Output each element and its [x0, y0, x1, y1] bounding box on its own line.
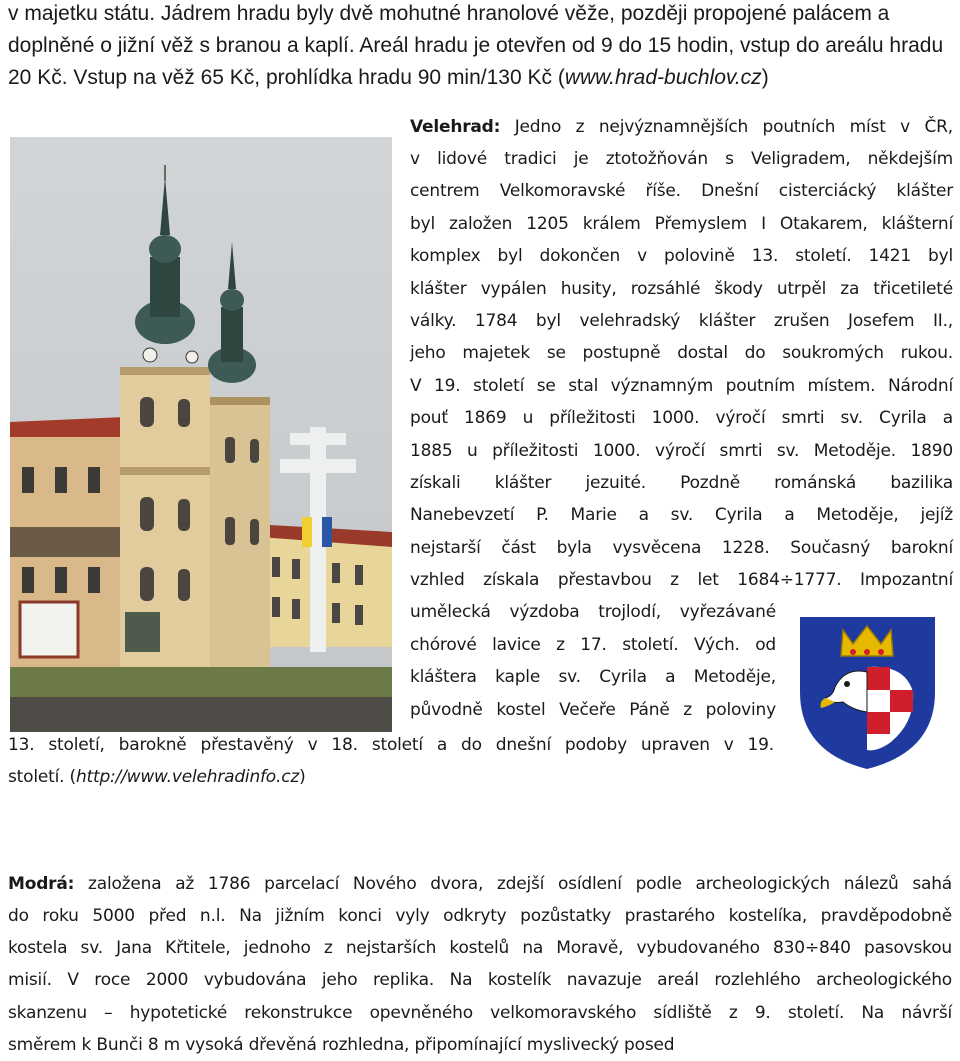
velehrad-line-11: 1885 u příležitosti 1000. výročí smrti sv. Metoděje. 1890	[410, 440, 953, 461]
velehrad-line-3: centrem Velkomoravské říše. Dnešní cisterciácký klášter	[410, 181, 953, 202]
intro-line-3: 20 Kč. Vstup na věž 65 Kč, prohlídka hradu 90 min/130 Kč (www.hrad-buchlov.cz)	[8, 66, 769, 89]
velehrad-short-line-2: umělecká výzdoba trojlodí, vyřezávané	[410, 602, 776, 622]
velehrad-line-6: klášter vypálen husity, rozsáhlé škody utrpěl za třicetileté	[410, 278, 953, 299]
velehrad-short-line-4: kláštera kaple sv. Cyrila a Metoděje,	[410, 667, 776, 688]
velehrad-line-5: komplex byl dokončen v polovině 13. století. 1421 byl	[410, 246, 953, 267]
coat-of-arms-icon	[795, 612, 940, 772]
velehrad-line-9: V 19. století se stal významným poutním místem. Národní	[410, 375, 953, 396]
modra-heading: Modrá:	[8, 874, 75, 894]
velehrad-line-15: vzhled získala přestavbou z let 1684÷1777. Impozantní	[410, 570, 953, 591]
velehrad-basilica-photo	[10, 137, 392, 732]
velehrad-full-line: 13. století, barokně přestavěný v 18. století a do dnešní podoby upraven v 19.	[8, 735, 774, 755]
velehrad-short-line-3: chórové lavice z 17. století. Vých. od	[410, 634, 776, 655]
velehrad-short-line-5: původně kostel Večeře Páně z poloviny	[410, 699, 776, 720]
velehrad-last-line: století. (http://www.velehradinfo.cz)	[8, 767, 306, 787]
velehrad-line-2: v lidové tradici je ztotožňován s Veligradem, někdejším	[410, 149, 953, 169]
intro-line-1: v majetku státu. Jádrem hradu byly dvě mohutné hranolové věže, později propojené palácem a	[8, 2, 890, 25]
velehrad-basilica-photo-icon	[10, 137, 392, 732]
intro-line-2: doplněné o jižní věž s branou a kaplí. Areál hradu je otevřen od 9 do 15 hodin, vstup do areálu hradu	[8, 34, 944, 57]
velehrad-line-7: války. 1784 byl velehradský klášter zrušen Josefem II.,	[410, 311, 953, 331]
buchlov-link[interactable]: www.hrad-buchlov.cz	[564, 66, 762, 89]
velehrad-line-14: nejstarší část byla vysvěcena 1228. Současný barokní	[410, 537, 953, 558]
velehrad-link[interactable]: http://www.velehradinfo.cz	[75, 767, 300, 787]
velehrad-line-12: získali klášter jezuité. Pozdně románská bazilika	[410, 473, 953, 493]
velehrad-line-4: byl založen 1205 králem Přemyslem I Otakarem, klášterní	[410, 213, 953, 234]
modra-line-4: misií. V roce 2000 vybudována jeho replika. Na kostelík navazuje areál rozlehlého archeologického	[8, 970, 952, 991]
velehrad-line-8: jeho majetek se postupně dostal do soukromých rukou.	[410, 343, 953, 364]
velehrad-line-1: Velehrad: Jedno z nejvýznamnějších poutních míst v ČR,	[410, 117, 953, 137]
velehrad-line-10: pouť 1869 u příležitosti 1000. výročí smrti sv. Cyrila a	[410, 408, 953, 429]
velehrad-line-13: Nanebevzetí P. Marie a sv. Cyrila a Metoděje, jejíž	[410, 505, 953, 526]
modra-line-6: směrem k Bunči 8 m vysoká dřevěná rozhledna, připomínající myslivecký posed	[8, 1034, 675, 1055]
modra-line-3: kostela sv. Jana Křtitele, jednoho z nejstarších kostelů na Moravě, vybudovaného 830÷840 pasovskou	[8, 938, 952, 959]
modra-line-2: do roku 5000 před n.l. Na jižním konci vyly odkryty pozůstatky prastarého kostelíka, pravděpodobně	[8, 906, 952, 926]
modra-line-5: skanzenu – hypotetické rekonstrukce opevněného velkomoravského sídliště z 9. století. Na návrší	[8, 1002, 952, 1023]
coat-of-arms	[795, 612, 940, 772]
modra-line-1: Modrá: založena až 1786 parcelací Nového dvora, zdejší osídlení podle archeologických nálezů sahá	[8, 874, 952, 894]
velehrad-heading: Velehrad:	[410, 117, 501, 137]
